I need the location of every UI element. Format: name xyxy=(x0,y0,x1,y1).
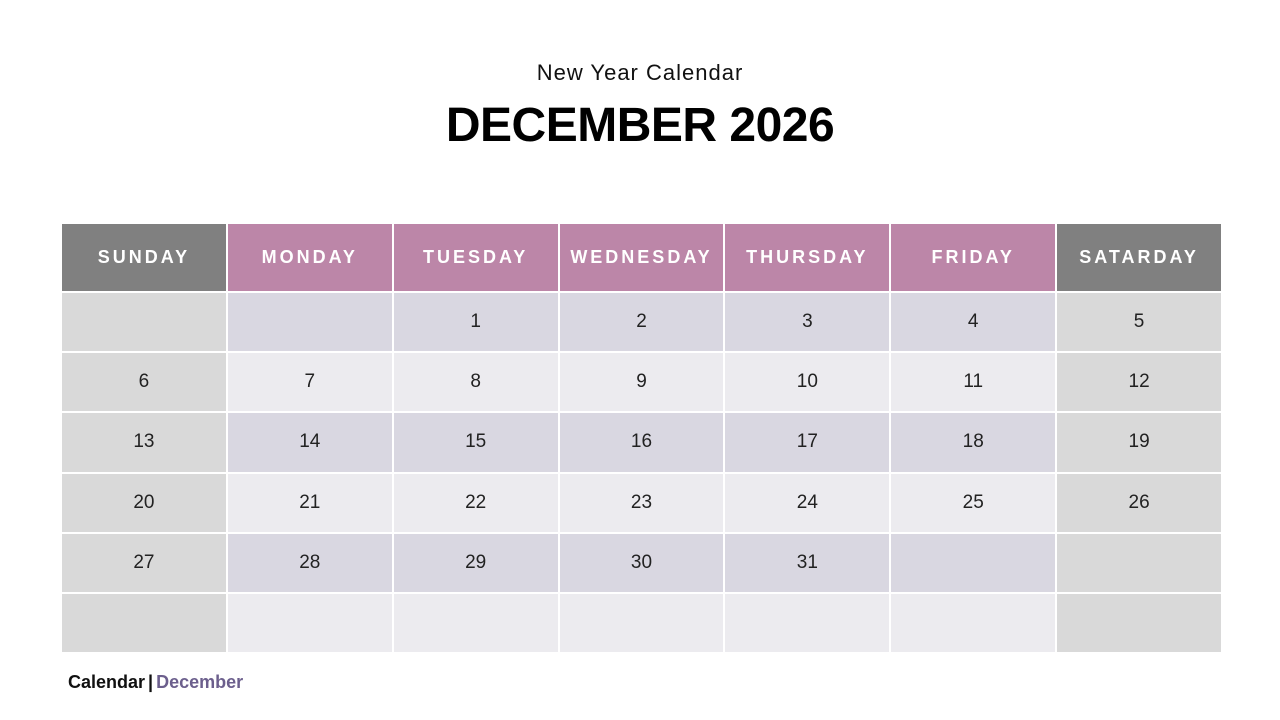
day-cell: 2 xyxy=(560,293,724,351)
footer-label: Calendar xyxy=(68,672,146,692)
day-cell: 16 xyxy=(560,413,724,471)
empty-day-cell xyxy=(62,293,226,351)
day-header-friday: FRIDAY xyxy=(891,224,1055,291)
empty-day-cell xyxy=(560,594,724,652)
day-cell: 14 xyxy=(228,413,392,471)
day-header-thursday: THURSDAY xyxy=(725,224,889,291)
day-header-tuesday: TUESDAY xyxy=(394,224,558,291)
calendar-grid xyxy=(62,224,1221,652)
empty-day-cell xyxy=(1057,534,1221,592)
empty-day-cell xyxy=(228,594,392,652)
empty-day-cell xyxy=(725,594,889,652)
calendar-title: DECEMBER 2026 xyxy=(445,99,835,152)
empty-day-cell xyxy=(394,594,558,652)
day-cell: 24 xyxy=(725,474,889,532)
day-cell: 11 xyxy=(891,353,1055,411)
day-cell: 9 xyxy=(560,353,724,411)
footer-separator: | xyxy=(148,672,154,692)
footer xyxy=(68,672,243,693)
day-cell: 12 xyxy=(1057,353,1221,411)
day-cell: 6 xyxy=(62,353,226,411)
day-cell: 5 xyxy=(1057,293,1221,351)
day-cell: 8 xyxy=(394,353,558,411)
day-cell: 22 xyxy=(394,474,558,532)
day-cell: 17 xyxy=(725,413,889,471)
day-cell: 18 xyxy=(891,413,1055,471)
day-cell: 28 xyxy=(228,534,392,592)
day-cell: 3 xyxy=(725,293,889,351)
day-header-monday: MONDAY xyxy=(228,224,392,291)
day-cell: 13 xyxy=(62,413,226,471)
empty-day-cell xyxy=(228,293,392,351)
day-cell: 29 xyxy=(394,534,558,592)
day-cell: 7 xyxy=(228,353,392,411)
day-cell: 15 xyxy=(394,413,558,471)
empty-day-cell xyxy=(891,534,1055,592)
day-cell: 26 xyxy=(1057,474,1221,532)
day-cell: 1 xyxy=(394,293,558,351)
day-cell: 20 xyxy=(62,474,226,532)
day-cell: 21 xyxy=(228,474,392,532)
day-cell: 23 xyxy=(560,474,724,532)
day-header-satarday: SATARDAY xyxy=(1057,224,1221,291)
day-cell: 19 xyxy=(1057,413,1221,471)
day-header-wednesday: WEDNESDAY xyxy=(560,224,724,291)
day-cell: 30 xyxy=(560,534,724,592)
day-cell: 31 xyxy=(725,534,889,592)
day-header-sunday: SUNDAY xyxy=(62,224,226,291)
empty-day-cell xyxy=(1057,594,1221,652)
day-cell: 27 xyxy=(62,534,226,592)
footer-section: December xyxy=(156,672,244,692)
empty-day-cell xyxy=(891,594,1055,652)
day-cell: 4 xyxy=(891,293,1055,351)
empty-day-cell xyxy=(62,594,226,652)
day-cell: 10 xyxy=(725,353,889,411)
calendar-subtitle: New Year Calendar xyxy=(536,60,744,85)
day-cell: 25 xyxy=(891,474,1055,532)
